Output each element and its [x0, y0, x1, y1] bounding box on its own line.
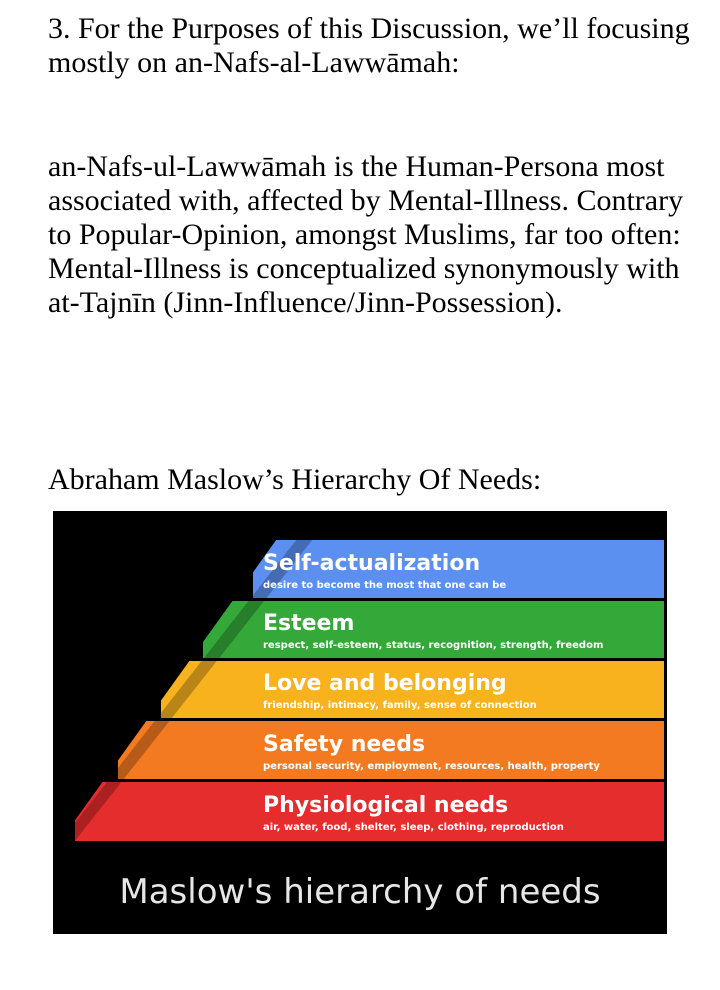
- pyramid-caption: Maslow's hierarchy of needs: [119, 872, 601, 912]
- tier-5-subtitle: air, water, food, shelter, sleep, clothing, reproduction: [263, 822, 564, 833]
- body-paragraph: an-Nafs-ul-Lawwāmah is the Human-Persona most associated with, affected by Mental-Illness. Contrary to Popular-Opinion, amongst Muslims, far too often: Mental-Illness is conceptualized synonymously with at-Tajnīn (Jinn-Influence/Jinn-Possession).: [48, 150, 684, 319]
- maslow-title: Abraham Maslow’s Hierarchy Of Needs:: [48, 463, 542, 496]
- tier-4-title: Safety needs: [263, 732, 426, 757]
- maslow-pyramid-image: [53, 511, 667, 934]
- tier-1-title: Self-actualization: [263, 551, 481, 576]
- tier-2-title: Esteem: [263, 611, 355, 636]
- tier-5-title: Physiological needs: [263, 793, 509, 818]
- tier-1-subtitle: desire to become the most that one can be: [263, 580, 507, 591]
- tier-3-subtitle: friendship, intimacy, family, sense of connection: [263, 700, 537, 711]
- tier-3-title: Love and belonging: [263, 671, 507, 696]
- tier-4-subtitle: personal security, employment, resources, health, property: [263, 761, 600, 772]
- section-heading: 3. For the Purposes of this Discussion, we’ll focusing mostly on an-Nafs-al-Lawwāmah:: [48, 12, 690, 79]
- tier-2-subtitle: respect, self-esteem, status, recognition, strength, freedom: [263, 640, 604, 651]
- maslow-pyramid-graphic: [53, 511, 667, 934]
